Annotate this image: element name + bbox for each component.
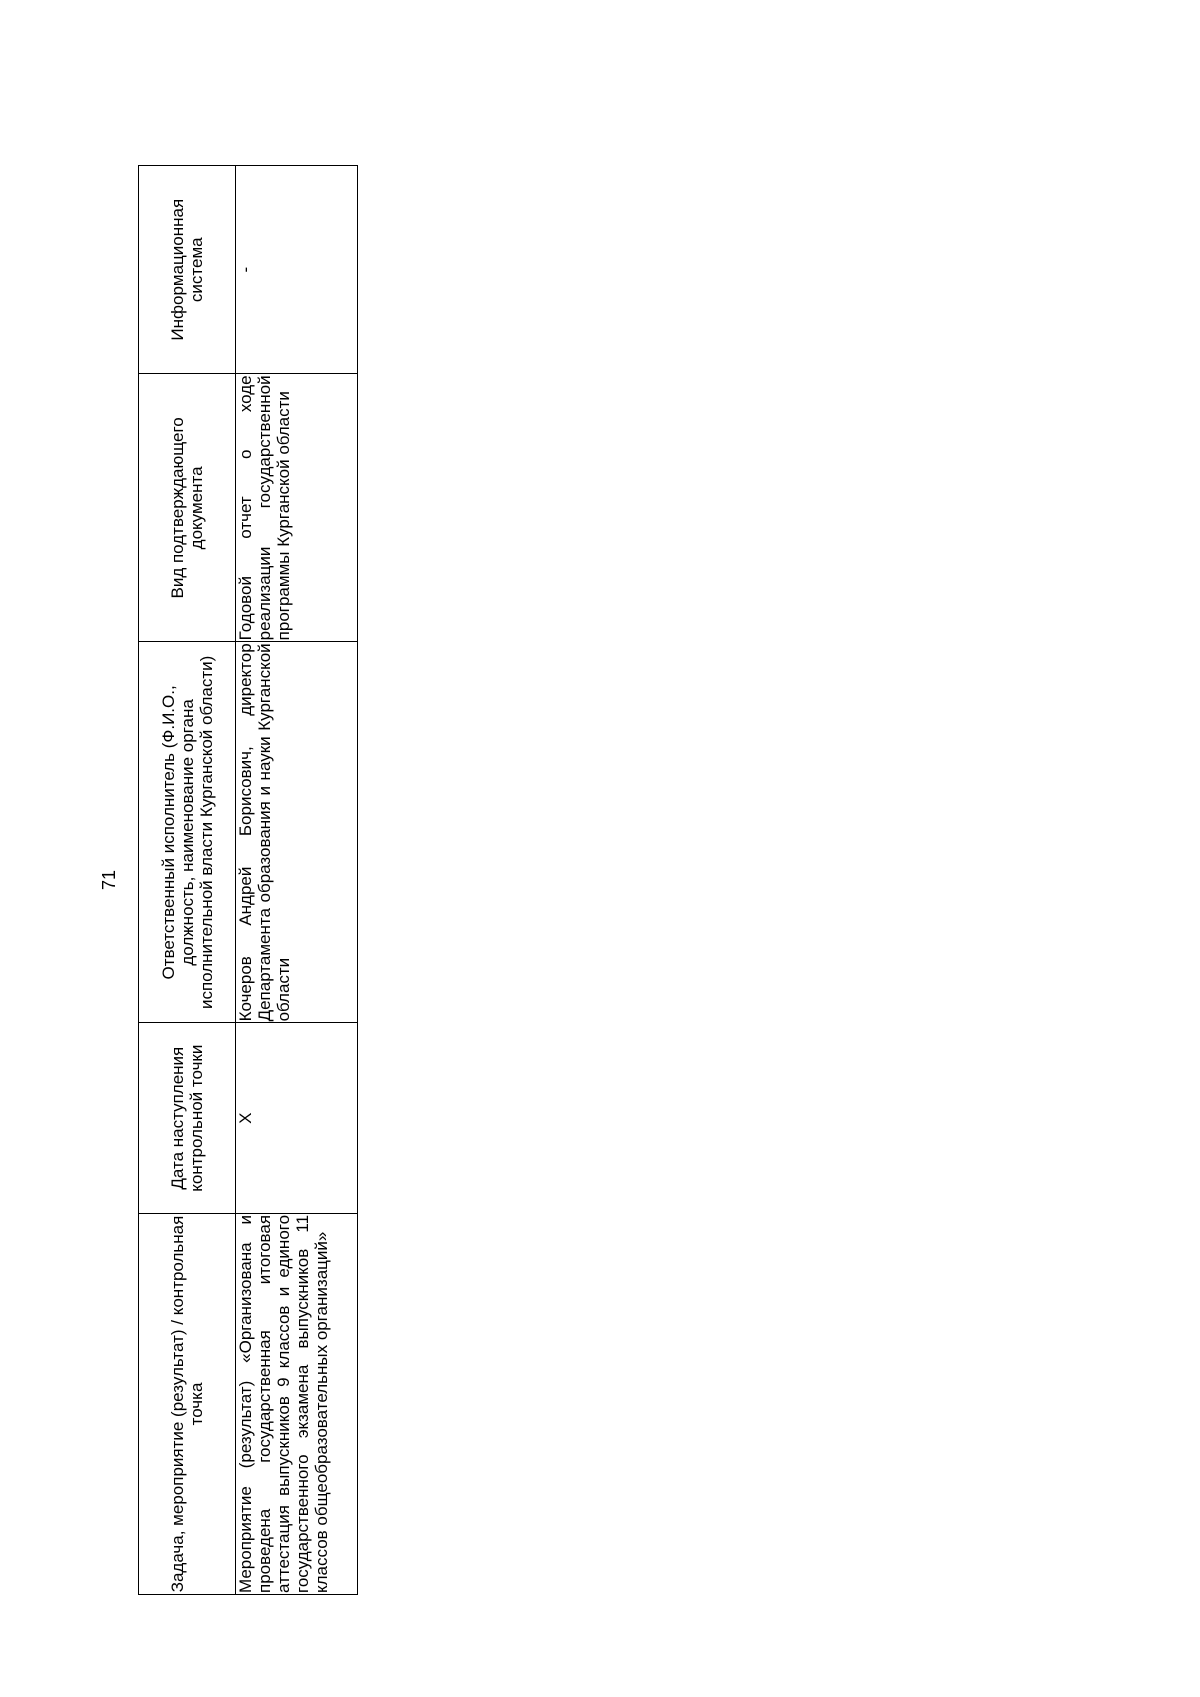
cell-information-system: - (236, 166, 358, 374)
control-point-table (138, 165, 358, 1595)
header-task: Задача, мероприятие (результат) / контрольная точка (139, 1213, 236, 1594)
cell-document: Годовой отчет о ходе реализации государственной программы Курганской области (236, 374, 358, 642)
cell-responsible: Кочеров Андрей Борисович, директор Департамента образования и науки Курганской области (236, 642, 358, 1023)
header-information-system: Информационная система (139, 166, 236, 374)
rotated-page (99, 165, 358, 1595)
table-row (236, 166, 358, 1595)
cell-date: X (236, 1023, 358, 1214)
header-document: Вид подтверждающего документа (139, 374, 236, 642)
header-date: Дата наступления контрольной точки (139, 1023, 236, 1214)
header-responsible: Ответственный исполнитель (Ф.И.О., должность, наименование органа исполнительной власти Курганской области) (139, 642, 236, 1023)
table-header-row (139, 166, 236, 1595)
page-number: 71 (99, 869, 119, 891)
cell-task: Мероприятие (результат) «Организована и проведена государственная итоговая аттестация выпускников 9 классов и единого государственного экзамена выпускников 11 классов общеобразовательных организаций» (236, 1213, 358, 1594)
